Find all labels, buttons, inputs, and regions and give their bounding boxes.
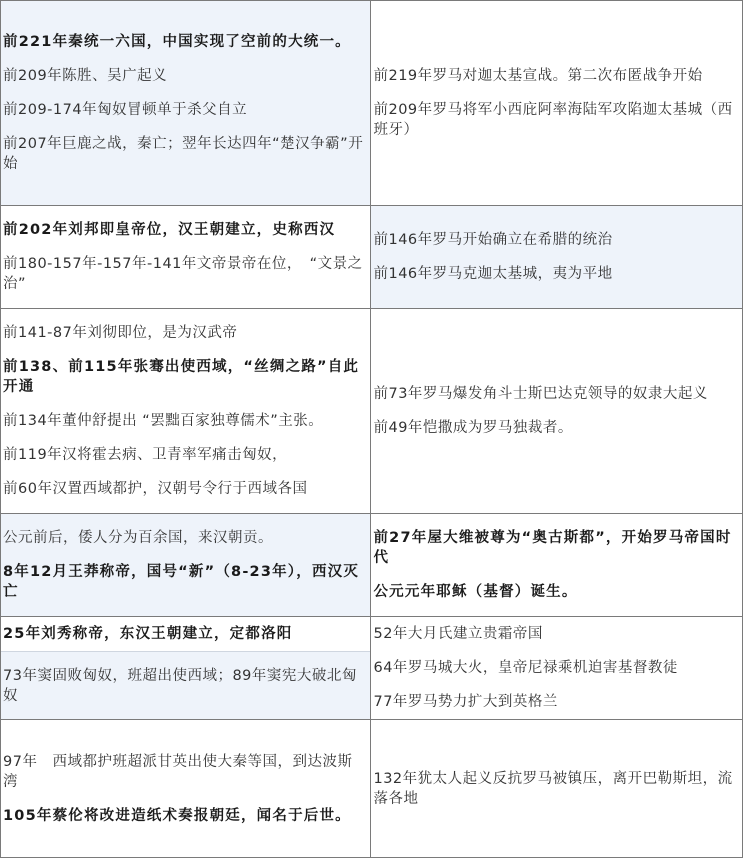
table-row [1,206,743,309]
table-row [1,720,743,858]
rome-events-cell [371,617,743,720]
event-subcell [1,617,370,652]
event-line: 前209年罗马将军小西庇阿率海陆军攻陷迦太基城（西班牙） [373,102,733,138]
rome-events-cell [371,309,743,514]
event-line: 前134年董仲舒提出 “罢黜百家独尊儒术”主张。 [3,413,324,429]
table-row [1,1,743,206]
event-line: 前49年恺撒成为罗马独裁者。 [373,420,573,436]
event-line: 25年刘秀称帝，东汉王朝建立，定都洛阳 [3,626,293,642]
event-line: 105年蔡伦将改进造纸术奏报朝廷，闻名于后世。 [3,807,351,824]
event-line: 73年窦固败匈奴，班超出使西域；89年窦宪大破北匈奴 [3,667,357,704]
event-line: 132年犹太人起义反抗罗马被镇压，离开巴勒斯坦，流落各地 [373,770,733,807]
event-line: 前141-87年刘彻即位，是为汉武帝 [3,325,238,341]
event-line: 64年罗马城大火，皇帝尼禄乘机迫害基督教徒 [373,660,678,676]
china-events-cell [1,617,371,720]
event-line: 前207年巨鹿之战，秦亡；翌年长达四年“楚汉争霸”开始 [3,136,364,172]
event-line: 前202年刘邦即皇帝位，汉王朝建立，史称西汉 [3,222,336,238]
event-line: 公元前后，倭人分为百余国，来汉朝贡。 [3,530,273,546]
event-line: 前146年罗马开始确立在希腊的统治 [373,232,613,248]
event-line: 前180-157年-157年-141年文帝景帝在位， “文景之治” [3,256,363,292]
china-events-cell [1,720,371,858]
event-line: 前146年罗马克迦太基城，夷为平地 [373,266,613,282]
event-line: 前27年屋大维被尊为“奥古斯都”，开始罗马帝国时代 [373,530,732,566]
event-line: 前138、前115年张骞出使西域，“丝绸之路”自此开通 [3,359,360,395]
rome-events-cell [371,514,743,617]
china-events-cell [1,514,371,617]
event-line: 前73年罗马爆发角斗士斯巴达克领导的奴隶大起义 [373,386,708,402]
event-line: 公元元年耶稣（基督）诞生。 [373,584,578,600]
event-line: 52年大月氏建立贵霜帝国 [373,626,543,642]
rome-events-cell [371,1,743,206]
table-row [1,309,743,514]
china-events-cell [1,206,371,309]
event-line: 前60年汉置西域都护，汉朝号令行于西域各国 [3,481,308,497]
event-line: 97年 西域都护班超派甘英出使大秦等国，到达波斯湾 [3,753,353,790]
china-events-cell [1,309,371,514]
china-events-cell [1,1,371,206]
event-line: 77年罗马势力扩大到英格兰 [373,694,558,710]
event-line: 前209年陈胜、吴广起义 [3,68,168,84]
event-line: 前119年汉将霍去病、卫青率军痛击匈奴， [3,447,288,463]
table-row [1,514,743,617]
event-line: 前209-174年匈奴冒顿单于杀父自立 [3,102,248,118]
rome-events-cell [371,206,743,309]
event-subcell [1,652,370,719]
event-line: 前221年秦统一六国，中国实现了空前的大统一。 [3,34,351,50]
event-line: 前219年罗马对迦太基宣战。第二次布匿战争开始 [373,68,703,84]
table-row [1,617,743,720]
rome-events-cell [371,720,743,858]
event-line: 8年12月王莽称帝，国号“新”（8-23年），西汉灭亡 [3,564,360,600]
